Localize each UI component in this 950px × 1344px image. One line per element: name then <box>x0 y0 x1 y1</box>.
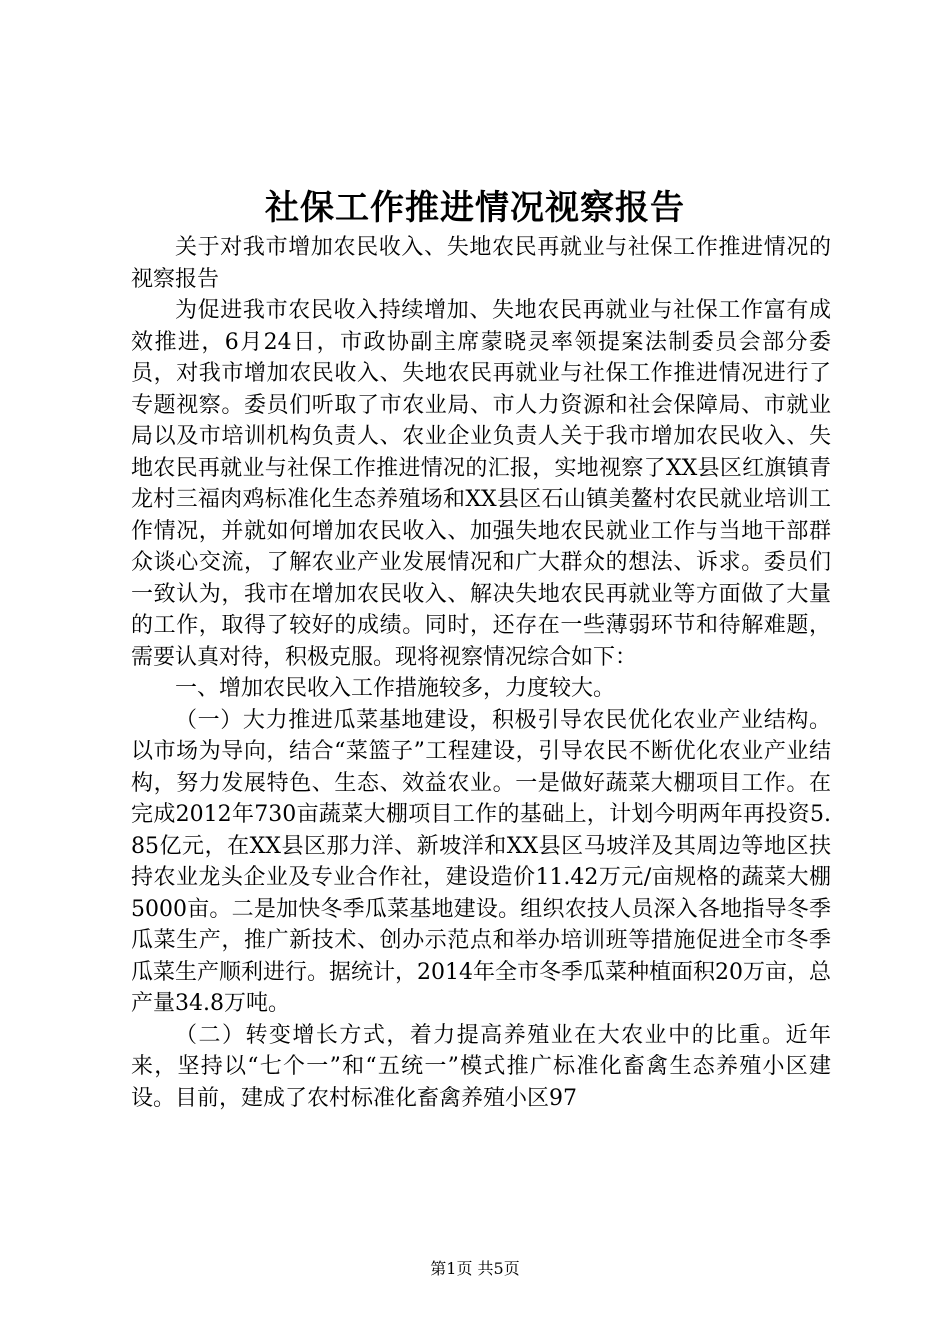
paragraph-subsection-1: （一）大力推进瓜菜基地建设，积极引导农民优化农业产业结构。以市场为导向，结合“菜篮子”工程建设，引导农民不断优化农业产业结构，努力发展特色、生态、效益农业。一是做好蔬菜大棚项目工作。在完成2012年730亩蔬菜大棚项目工作的基础上，计划今明两年再投资5.85亿元，在XX县区那力洋、新坡洋和XX县区马坡洋及其周边等地区扶持农业龙头企业及专业合作社，建设造价11.42万元/亩规格的蔬菜大棚5000亩。二是加快冬季瓜菜基地建设。组织农技人员深入各地指导冬季瓜菜生产，推广新技术、创办示范点和举办培训班等措施促进全市冬季瓜菜生产顺利进行。据统计，2014年全市冬季瓜菜种植面积20万亩，总产量34.8万吨。 <box>131 707 831 1016</box>
paragraph-subsection-2: （二）转变增长方式，着力提高养殖业在大农业中的比重。近年来，坚持以“七个一”和“五统一”模式推广标准化畜禽生态养殖小区建设。目前，建成了农村标准化畜禽养殖小区97 <box>131 1022 831 1111</box>
document-body <box>131 232 831 1114</box>
paragraph-subtitle: 关于对我市增加农民收入、失地农民再就业与社保工作推进情况的视察报告 <box>131 235 831 292</box>
document-title: 社保工作推进情况视察报告 <box>265 188 685 228</box>
section-heading-1: 一、增加农民收入工作措施较多，力度较大。 <box>175 676 616 701</box>
paragraph-intro: 为促进我市农民收入持续增加、失地农民再就业与社保工作富有成效推进，6月24日，市政协副主席蒙晓灵率领提案法制委员会部分委员，对我市增加农民收入、失地农民再就业与社保工作推进情况进行了专题视察。委员们听取了市农业局、市人力资源和社会保障局、市就业局以及市培训机构负责人、农业企业负责人关于我市增加农民收入、失地农民再就业与社保工作推进情况的汇报，实地视察了XX县区红旗镇青龙村三福肉鸡标准化生态养殖场和XX县区石山镇美鳌村农民就业培训工作情况，并就如何增加农民收入、加强失地农民就业工作与当地干部群众谈心交流，了解农业产业发展情况和广大群众的想法、诉求。委员们一致认为，我市在增加农民收入、解决失地农民再就业等方面做了大量的工作，取得了较好的成绩。同时，还存在一些薄弱环节和待解难题，需要认真对待，积极克服。现将视察情况综合如下： <box>131 298 831 670</box>
page-footer: 第1页 共5页 <box>430 1259 520 1278</box>
